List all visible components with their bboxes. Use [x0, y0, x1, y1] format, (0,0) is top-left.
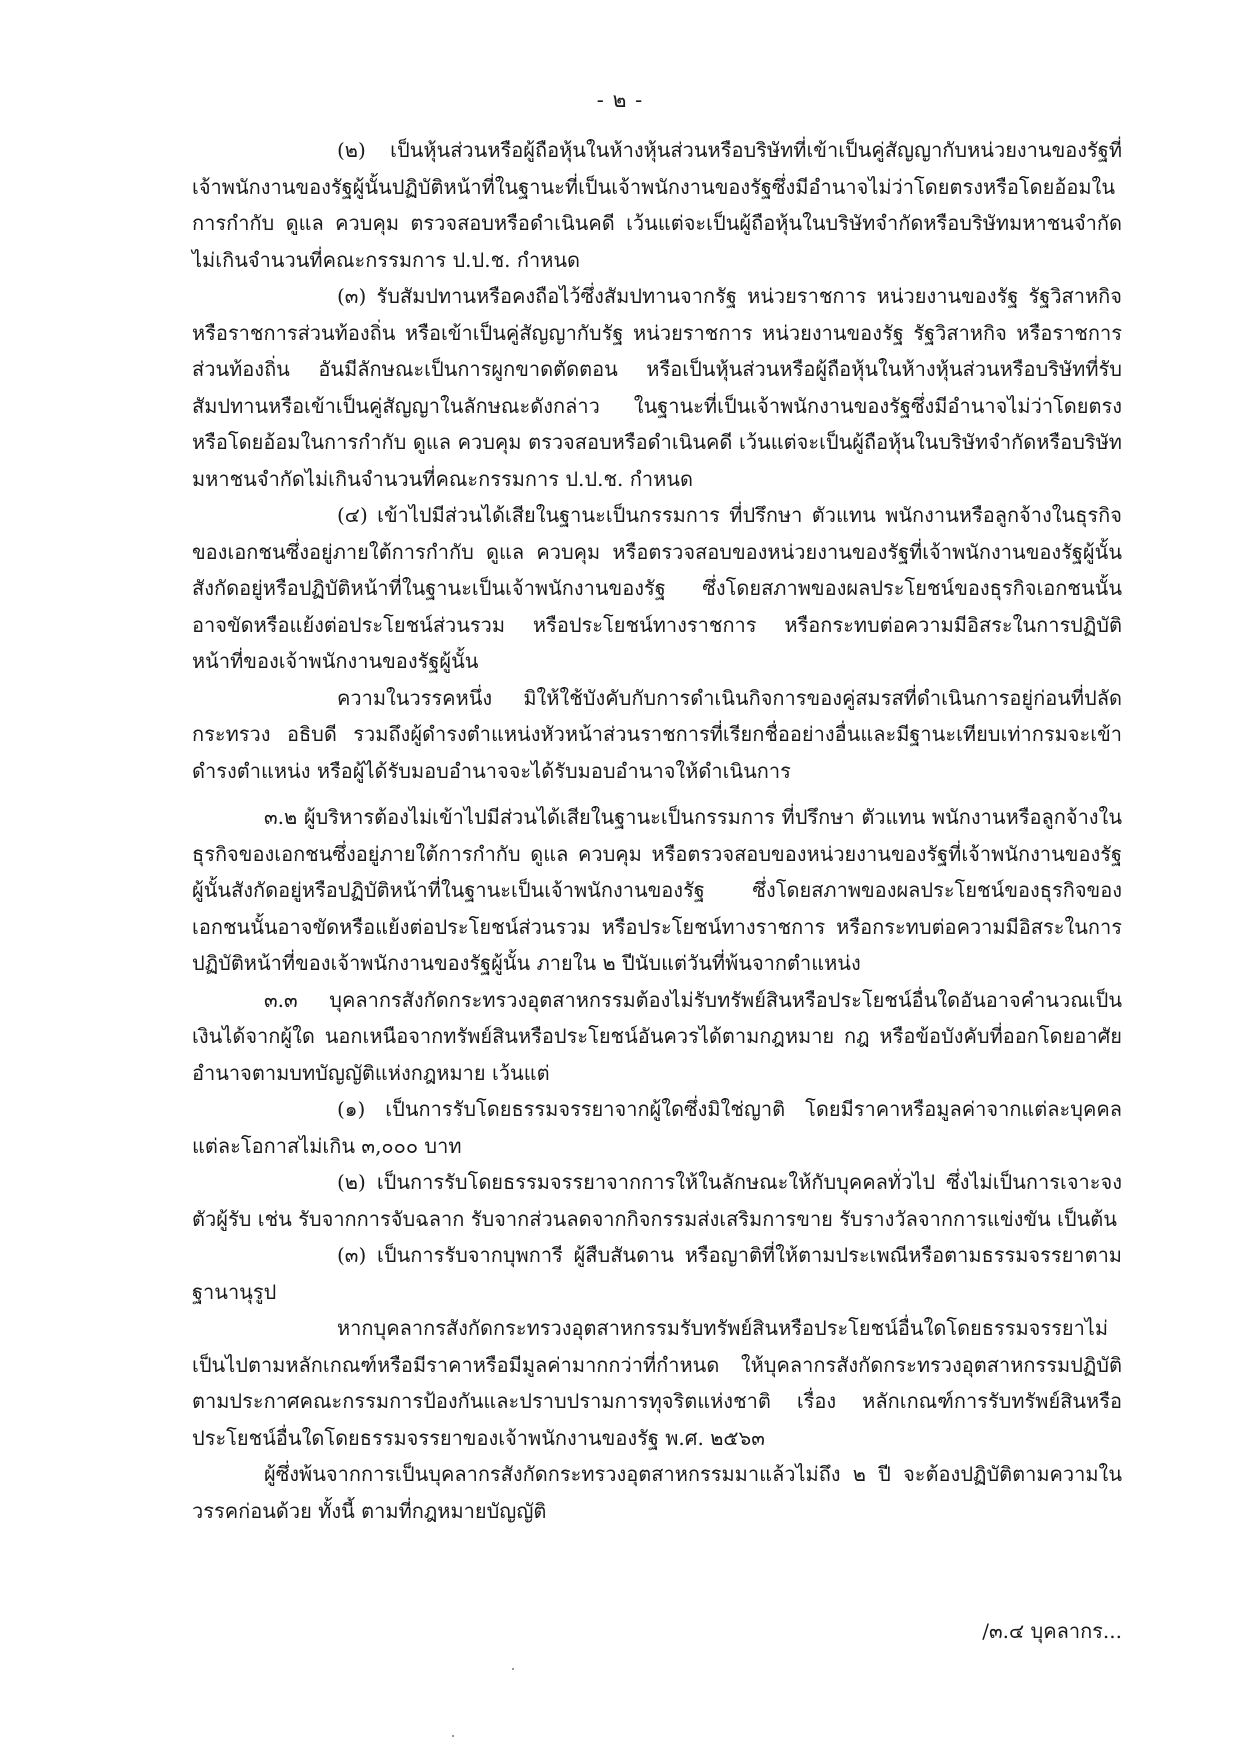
- paragraph-gift-rules: หากบุคลากรสังกัดกระทรวงอุตสาหกรรมรับทรัพย์สินหรือประโยชน์อื่นใดโดยธรรมจรรยาไม่เป็นไปตามหลักเกณฑ์หรือมีราคาหรือมีมูลค่ามากกว่าที่กำหนด ให้บุคลากรสังกัดกระทรวงอุตสาหกรรมปฏิบัติตามประกาศคณะกรรมการป้องกันและปราบปรามการทุจริตแห่งชาติ เรื่อง หลักเกณฑ์การรับทรัพย์สินหรือประโยชน์อื่นใดโดยธรรมจรรยาของเจ้าพนักงานของรัฐ พ.ศ. ๒๕๖๓: [192, 1316, 1122, 1450]
- paragraph-3-2: ๓.๒ ผู้บริหารต้องไม่เข้าไปมีส่วนได้เสียในฐานะเป็นกรรมการ ที่ปรึกษา ตัวแทน พนักงานหรือลูกจ้างในธุรกิจของเอกชนซึ่งอยู่ภายใต้การกำกับ ดูแล ควบคุม หรือตรวจสอบของหน่วยงานของรัฐที่เจ้าพนักงานของรัฐผู้นั้นสังกัดอยู่หรือปฏิบัติหน้าที่ในฐานะเป็นเจ้าพนักงานของรัฐ ซึ่งโดยสภาพของผลประโยชน์ของธุรกิจของเอกชนนั้นอาจขัดหรือแย้งต่อประโยชน์ส่วนรวม หรือประโยชน์ทางราชการ หรือกระทบต่อความมีอิสระในการปฏิบัติหน้าที่ของเจ้าพนักงานของรัฐผู้นั้น ภายใน ๒ ปีนับแต่วันที่พ้นจากตำแหน่ง: [192, 805, 1122, 975]
- paragraph-4-interest: (๔) เข้าไปมีส่วนได้เสียในฐานะเป็นกรรมการ ที่ปรึกษา ตัวแทน พนักงานหรือลูกจ้างในธุรกิจของเอกชนซึ่งอยู่ภายใต้การกำกับ ดูแล ควบคุม หรือตรวจสอบของหน่วยงานของรัฐที่เจ้าพนักงานของรัฐผู้นั้นสังกัดอยู่หรือปฏิบัติหน้าที่ในฐานะเป็นเจ้าพนักงานของรัฐ ซึ่งโดยสภาพของผลประโยชน์ของธุรกิจเอกชนนั้นอาจขัดหรือแย้งต่อประโยชน์ส่วนรวม หรือประโยชน์ทางราชการ หรือกระทบต่อความมีอิสระในการปฏิบัติหน้าที่ของเจ้าพนักงานของรัฐผู้นั้น: [192, 503, 1122, 673]
- paragraph-3-3-item-2: (๒) เป็นการรับโดยธรรมจรรยาจากการให้ในลักษณะให้กับบุคคลทั่วไป ซึ่งไม่เป็นการเจาะจงตัวผู้รับ เช่น รับจากการจับฉลาก รับจากส่วนลดจากกิจกรรมส่งเสริมการขาย รับรางวัลจากการแข่งขัน เป็นต้น: [192, 1170, 1122, 1231]
- scan-speck: [512, 1668, 514, 1670]
- paragraph-exemption: ความในวรรคหนึ่ง มิให้ใช้บังคับกับการดำเนินกิจการของคู่สมรสที่ดำเนินการอยู่ก่อนที่ปลัดกระทรวง อธิบดี รวมถึงผู้ดำรงตำแหน่งหัวหน้าส่วนราชการที่เรียกชื่ออย่างอื่นและมีฐานะเทียบเท่ากรมจะเข้าดำรงตำแหน่ง หรือผู้ได้รับมอบอำนาจจะได้รับมอบอำนาจให้ดำเนินการ: [192, 685, 1122, 783]
- page-number: - ๒ -: [596, 88, 644, 112]
- paragraph-3-3-item-1: (๑) เป็นการรับโดยธรรมจรรยาจากผู้ใดซึ่งมิใช่ญาติ โดยมีราคาหรือมูลค่าจากแต่ละบุคคลแต่ละโอกาสไม่เกิน ๓,๐๐๐ บาท: [192, 1097, 1122, 1158]
- body-text: [192, 132, 1122, 1529]
- continuation-marker: /๓.๔ บุคลากร...: [982, 1619, 1122, 1643]
- paragraph-former-personnel: ผู้ซึ่งพ้นจากการเป็นบุคลากรสังกัดกระทรวงอุตสาหกรรมมาแล้วไม่ถึง ๒ ปี จะต้องปฏิบัติตามความในวรรคก่อนด้วย ทั้งนี้ ตามที่กฎหมายบัญญัติ: [192, 1462, 1122, 1523]
- paragraph-3-3: ๓.๓ บุคลากรสังกัดกระทรวงอุตสาหกรรมต้องไม่รับทรัพย์สินหรือประโยชน์อื่นใดอันอาจคำนวณเป็นเงินได้จากผู้ใด นอกเหนือจากทรัพย์สินหรือประโยชน์อันควรได้ตามกฎหมาย กฎ หรือข้อบังคับที่ออกโดยอาศัยอำนาจตามบทบัญญัติแห่งกฎหมาย เว้นแต่: [192, 987, 1122, 1085]
- paragraph-2-shareholder: (๒) เป็นหุ้นส่วนหรือผู้ถือหุ้นในห้างหุ้นส่วนหรือบริษัทที่เข้าเป็นคู่สัญญากับหน่วยงานของรัฐที่เจ้าพนักงานของรัฐผู้นั้นปฏิบัติหน้าที่ในฐานะที่เป็นเจ้าพนักงานของรัฐซึ่งมีอำนาจไม่ว่าโดยตรงหรือโดยอ้อมในการกำกับ ดูแล ควบคุม ตรวจสอบหรือดำเนินคดี เว้นแต่จะเป็นผู้ถือหุ้นในบริษัทจำกัดหรือบริษัทมหาชนจำกัดไม่เกินจำนวนที่คณะกรรมการ ป.ป.ช. กำหนด: [192, 138, 1122, 272]
- paragraph-3-3-item-3: (๓) เป็นการรับจากบุพการี ผู้สืบสันดาน หรือญาติที่ให้ตามประเพณีหรือตามธรรมจรรยาตามฐานานุรูป: [192, 1243, 1122, 1304]
- scan-speck: [452, 1735, 454, 1737]
- paragraph-3-concession: (๓) รับสัมปทานหรือคงถือไว้ซึ่งสัมปทานจากรัฐ หน่วยราชการ หน่วยงานของรัฐ รัฐวิสาหกิจหรือราชการส่วนท้องถิ่น หรือเข้าเป็นคู่สัญญากับรัฐ หน่วยราชการ หน่วยงานของรัฐ รัฐวิสาหกิจ หรือราชการส่วนท้องถิ่น อันมีลักษณะเป็นการผูกขาดตัดตอน หรือเป็นหุ้นส่วนหรือผู้ถือหุ้นในห้างหุ้นส่วนหรือบริษัทที่รับสัมปทานหรือเข้าเป็นคู่สัญญาในลักษณะดังกล่าว ในฐานะที่เป็นเจ้าพนักงานของรัฐซึ่งมีอำนาจไม่ว่าโดยตรงหรือโดยอ้อมในการกำกับ ดูแล ควบคุม ตรวจสอบหรือดำเนินคดี เว้นแต่จะเป็นผู้ถือหุ้นในบริษัทจำกัดหรือบริษัทมหาชนจำกัดไม่เกินจำนวนที่คณะกรรมการ ป.ป.ช. กำหนด: [192, 284, 1122, 491]
